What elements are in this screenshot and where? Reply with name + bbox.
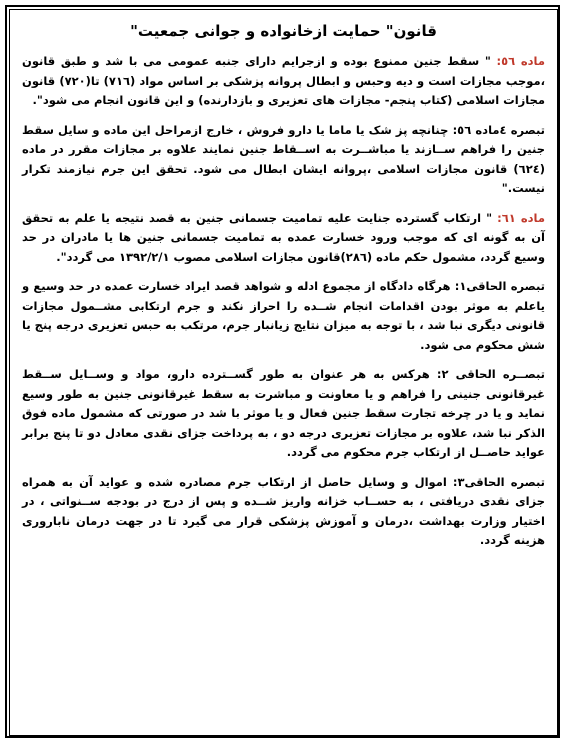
appended-note-3 (22, 473, 545, 551)
note-4-article-56-text: تبصره ٤ماده ٥٦: چنانچه پز شک یا ماما یا دارو فروش ، خارج ازمراحل این ماده و سایل سقط جنین را فراهم ســازند یا مباشــرت به اســقاط جنین نمایند علاوه بر مجازات مقرر در ماده (٦٢٤) قانون مجازات اسلامی ،پروانه ایشان ابطال می شود. تحقق این جرم نیازمند تکرار نیست." (22, 122, 545, 195)
article-61-text: " ارتکاب گسترده جنایت علیه تمامیت جسمانی جنین به قصد نتیجه یا علم به تحقق آن به گونه ای که موجب ورود خسارت عمده به تمامیت جسمانی جنین ها یا مادران در حد وسیع گردد، مشمول حکم ماده (٢٨٦)قانون مجازات اسلامی مصوب ١٣٩٢/٢/١ می گردد". (22, 210, 545, 264)
appended-note-1-text: تبصره الحاقی١: هرگاه دادگاه از مجموع ادله و شواهد قصد ایراد خسارت عمده در حد وسیع و یاعلم به موثر بودن اقدامات انجام شــده را احراز نکند و جرم ارتکابی مشــمول مجازات قانونی دیگری نبا شد ، با توجه به میزان نتایج زیانبار جرم، مرتکب به حبس تعزیری درجه پنج یا شش محکوم می شود. (22, 279, 545, 352)
appended-note-2-text: تبصــره الحاقی ٢: هرکس به هر عنوان به طور گســترده دارو، مواد و وســایل ســقط غیرقانونی جنینی را فراهم و یا معاونت و مباشرت به سقط غیرقانونی جنین به طور وسیع نماید و یا در چرخه تجارت سقط جنین فعال و یا موثر با شد در صورتی که مشمول ماده فوق الذکر نبا شد، علاوه بر مجازات تعزیری درجه دو ، به پرداخت جزای نقدی معادل دو تا پنج برابر عواید حاصــل از ارتکاب جرم محکوم می گردد. (22, 367, 546, 459)
article-61-label: ماده ٦١: (492, 210, 545, 225)
document-body (22, 52, 545, 561)
appended-note-1 (22, 277, 545, 355)
article-56 (22, 52, 545, 111)
article-56-label: ماده ٥٦: (490, 54, 545, 68)
appended-note-3-text: تبصره الحاقی٣: اموال و وسایل حاصل از ارتکاب جرم مصادره شده و عواید آن به همراه جزای نقدی دریافتی ، به حســاب خزانه واریز شــده و پس از درج در بودجه ســنواتی ، در اختیار وزارت بهداشت ،درمان و آموزش پزشکی قرار می گیرد تا در جهت درمان ناباروری هزینه گردد. (22, 474, 545, 547)
article-61 (22, 209, 545, 268)
article-56-text: " سقط جنین ممنوع بوده و ازجرایم دارای جنبه عمومی می با شد و طبق قانون ،موجب مجازات است و دیه وحبس و ابطال پروانه پزشکی بر اساس مواد (٧١٦) تا(٧٢٠) قانون مجازات اسلامی (کتاب پنجم- مجازات های تعزیری و بازدارنده) و این قانون انجام می شود". (22, 54, 545, 107)
document-title: قانون" حمایت ازخانواده و جوانی جمعیت" (130, 22, 437, 40)
note-4-article-56 (22, 121, 545, 199)
appended-note-2 (22, 365, 545, 463)
